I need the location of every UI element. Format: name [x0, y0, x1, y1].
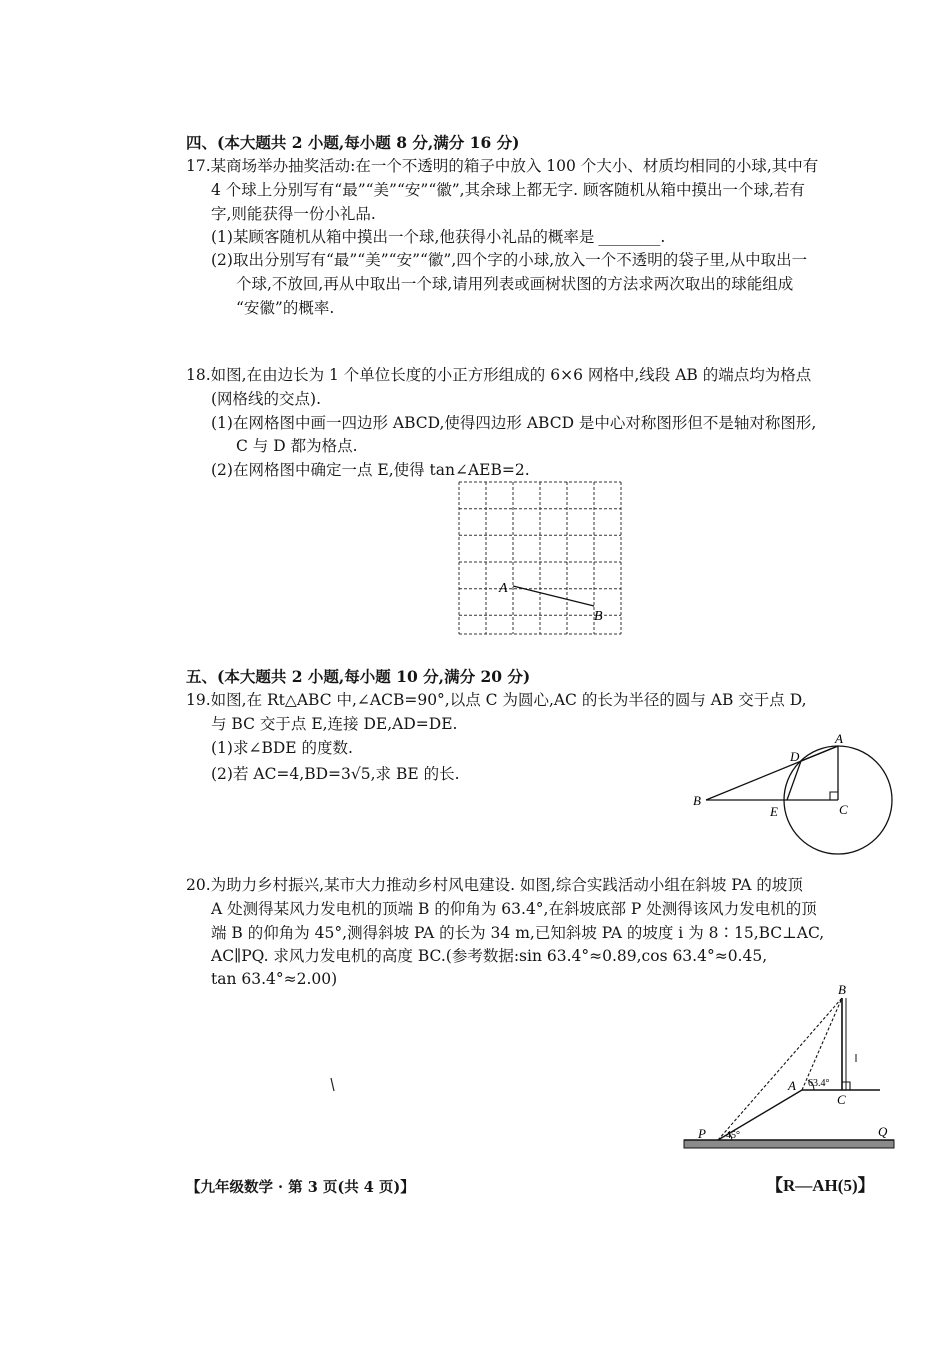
q18-line-2: (网格线的交点). [211, 390, 322, 408]
circle-label-a: A [835, 731, 843, 746]
footer-code: 【R—AH(5)】 [766, 1176, 875, 1195]
q19-circle-figure [690, 728, 900, 878]
circle-label-d: D [790, 749, 800, 764]
footer-page-info: 【九年级数学 · 第 3 页(共 4 页)】 [186, 1179, 415, 1196]
q19-line-2: 与 BC 交于点 E,连接 DE,AD=DE. [211, 715, 458, 733]
q19-part-2: (2)若 AC=4,BD=3√5,求 BE 的长. [211, 765, 460, 783]
q19-line-1: 19.如图,在 Rt△ABC 中,∠ACB=90°,以点 C 为圆心,AC 的长为半径的圆与 AB 交于点 D, [186, 691, 807, 709]
slope-label-b: B [838, 982, 846, 997]
circle-label-b: B [693, 793, 701, 808]
q20-line-5: tan 63.4°≈2.00) [211, 970, 338, 988]
q18-line-1: 18.如图,在由边长为 1 个单位长度的小正方形组成的 6×6 网格中,线段 AB 的端点均为格点 [186, 366, 812, 384]
q17-line-2: 4 个球上分别写有“最”“美”“安”“徽”,其余球上都无字. 顾客随机从箱中摸出一个球,若有 [211, 181, 805, 199]
q18-part-2: (2)在网格图中确定一点 E,使得 tan∠AEB=2. [211, 461, 530, 479]
grid-label-a: A [499, 581, 508, 596]
slope-label-c: C [837, 1092, 846, 1107]
sight-line-ab [802, 998, 842, 1090]
q20-line-2: A 处测得某风力发电机的顶端 B 的仰角为 63.4°,在斜坡底部 P 处测得该风力发电机的顶 [211, 900, 817, 918]
angle-label-a: 63.4° [808, 1078, 830, 1089]
q18-part-1-line-1: (1)在网格图中画一四边形 ABCD,使得四边形 ABCD 是中心对称图形但不是轴对称图形, [211, 414, 817, 432]
q17-part-2-line-1: (2)取出分别写有“最”“美”“安”“徽”,四个字的小球,放入一个不透明的袋子里,从中取出一 [211, 251, 808, 269]
q17-answer-blank: ________. [598, 228, 666, 246]
ground-hatch [684, 1140, 894, 1148]
q18-part-1-line-2: C 与 D 都为格点. [236, 437, 358, 455]
slope-label-p: P [698, 1126, 706, 1141]
circle-label-e: E [770, 804, 778, 819]
sight-line-pb [718, 998, 842, 1140]
segment-de [787, 761, 801, 800]
slope-label-q: Q [878, 1124, 888, 1139]
slope-label-a: A [788, 1078, 796, 1093]
q17-part-1 [211, 226, 665, 248]
section-4-header: 四、(本大题共 2 小题,每小题 8 分,满分 16 分) [186, 133, 520, 152]
section-5-header: 五、(本大题共 2 小题,每小题 10 分,满分 20 分) [186, 667, 531, 686]
q17-line-3: 字,则能获得一份小礼品. [211, 205, 376, 223]
stray-mark [328, 1076, 338, 1096]
grid-label-b: B [594, 609, 603, 624]
angle-label-p: 45° [726, 1130, 740, 1141]
q20-line-1: 20.为助力乡村振兴,某市大力推动乡村风电建设. 如图,综合实践活动小组在斜坡 PA 的坡顶 [186, 876, 803, 894]
q17-line-1: 17.某商场举办抽奖活动:在一个不透明的箱子中放入 100 个大小、材质均相同的小球,其中有 [186, 157, 819, 175]
q17-part-1-text: (1)某顾客随机从箱中摸出一个球,他获得小礼品的概率是 [211, 228, 595, 246]
right-angle-mark [830, 792, 838, 800]
q20-slope-figure [680, 980, 900, 1160]
segment-ad [801, 746, 838, 761]
q17-part-2-line-2: 个球,不放回,再从中取出一个球,请用列表或画树状图的方法求两次取出的球能组成 [236, 275, 794, 293]
q20-line-3: 端 B 的仰角为 45°,测得斜坡 PA 的长为 34 m,已知斜坡 PA 的坡度 i 为 8∶15,BC⊥AC, [211, 924, 825, 942]
circle-label-c: C [839, 802, 848, 817]
q18-grid-figure [455, 478, 625, 638]
q20-line-4: AC∥PQ. 求风力发电机的高度 BC.(参考数据:sin 63.4°≈0.89,cos 63.4°≈0.45, [211, 947, 768, 965]
q17-part-2-line-3: “安徽”的概率. [236, 299, 335, 317]
q19-part-1: (1)求∠BDE 的度数. [211, 739, 353, 757]
